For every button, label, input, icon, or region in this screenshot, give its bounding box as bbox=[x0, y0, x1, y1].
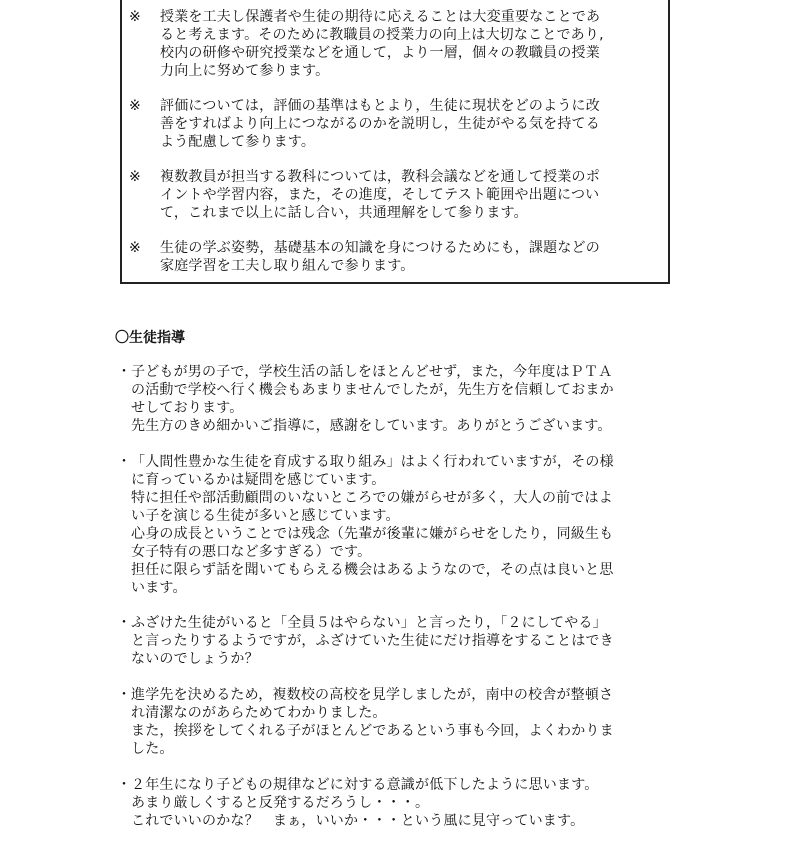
comment-line: ふざけた生徒がいると「全員５はやらない」と言ったり，「２にしてやる」 bbox=[131, 615, 607, 631]
section-heading: 〇生徒指導 bbox=[115, 330, 185, 346]
box-line: 校内の研修や研究授業などを通して，より一層，個々の教職員の授業 bbox=[160, 45, 600, 61]
reference-mark: ※ bbox=[129, 240, 141, 256]
comment-line: 子どもが男の子で，学校生活の話しをほとんどせず，また，今年度はＰＴＡ bbox=[131, 364, 613, 380]
comment-line: います。 bbox=[131, 580, 187, 596]
comment-line: い子を演じる生徒が多いと感じています。 bbox=[131, 508, 400, 524]
comment-line: これでいいのかな？ まぁ，いいか・・・という風に見守っています。 bbox=[131, 813, 585, 829]
box-line: 授業を工夫し保護者や生徒の期待に応えることは大変重要なことであ bbox=[160, 9, 601, 25]
box-line: 複数教員が担当する教科については，教科会議などを通して授業のポ bbox=[160, 169, 600, 185]
comment-line: 心身の成長ということでは残念（先輩が後輩に嫌がらせをしたり，同級生も bbox=[131, 526, 614, 542]
comment-line: ２年生になり子どもの規律などに対する意識が低下したように思います。 bbox=[131, 777, 599, 793]
box-line: 生徒の学ぶ姿勢，基礎基本の知識を身につけるためにも，課題などの bbox=[160, 240, 600, 256]
bullet: ・ bbox=[117, 687, 131, 703]
box-line: よう配慮して参ります。 bbox=[160, 134, 316, 150]
comment-line: した。 bbox=[131, 741, 174, 757]
reference-mark: ※ bbox=[129, 9, 141, 25]
bullet: ・ bbox=[117, 615, 131, 631]
box-line: イントや学習内容，また，その進度，そしてテスト範囲や出題につい bbox=[160, 187, 600, 203]
comment-line: 進学先を決めるため，複数校の高校を見学しましたが，南中の校舎が整頓さ bbox=[131, 687, 614, 703]
comment-line: ないのでしょうか？ bbox=[131, 651, 259, 667]
comment-line: 担任に限らず話を聞いてもらえる機会はあるようなので，その点は良いと思 bbox=[131, 562, 614, 578]
comment-line: あまり厳しくすると反発するだろうし・・・。 bbox=[131, 795, 430, 811]
box-line: 評価については，評価の基準はもとより，生徒に現状をどのように改 bbox=[160, 98, 600, 114]
comment-line: 「人間性豊かな生徒を育成する取り組み」はよく行われていますが，その様 bbox=[131, 454, 614, 470]
comment-line: 先生方のきめ細かいご指導に，感謝をしています。ありがとうございます。 bbox=[131, 418, 612, 434]
box-line: 力向上に努めて参ります。 bbox=[160, 63, 330, 79]
box-line: 善をすればより向上につながるのかを説明し，生徒がやる気を持てる bbox=[160, 116, 600, 132]
comment-line: と言ったりするようですが，ふざけていた生徒にだけ指導をすることはでき bbox=[131, 633, 614, 649]
reference-mark: ※ bbox=[129, 98, 141, 114]
bullet: ・ bbox=[117, 454, 131, 470]
policy-box bbox=[120, 0, 670, 284]
comment-line: に育っているかは疑問を感じています。 bbox=[131, 472, 386, 488]
box-line: て，これまで以上に話し合い，共通理解をして参ります。 bbox=[160, 205, 528, 221]
comment-line: れ清潔なのがあらためてわかりました。 bbox=[131, 705, 387, 721]
box-line: 家庭学習を工夫し取り組んで参ります。 bbox=[160, 258, 415, 274]
comment-line: 特に担任や部活動顧問のいないところでの嫌がらせが多く，大人の前ではよ bbox=[131, 490, 613, 506]
comment-line: の活動で学校へ行く機会もあまりませんでしたが，先生方を信頼しておまか bbox=[131, 382, 614, 398]
reference-mark: ※ bbox=[129, 169, 141, 185]
box-line: ると考えます。そのために教職員の授業力の向上は大切なことであり, bbox=[160, 27, 604, 43]
bullet: ・ bbox=[117, 777, 131, 793]
comment-line: また，挨拶をしてくれる子がほとんどであるという事も今回，よくわかりま bbox=[131, 723, 614, 739]
comment-line: せしております。 bbox=[131, 400, 244, 416]
bullet: ・ bbox=[117, 364, 131, 380]
comment-line: 女子特有の悪口など多すぎる）です。 bbox=[131, 544, 372, 560]
